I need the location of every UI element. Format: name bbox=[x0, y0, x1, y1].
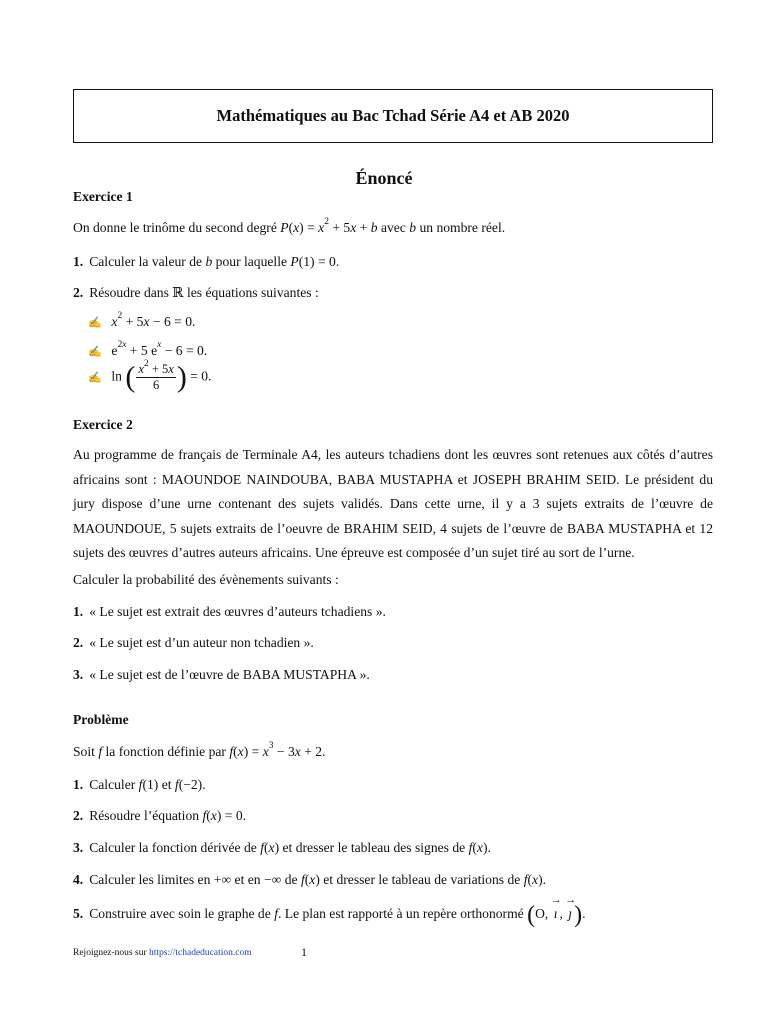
probleme-heading: Problème bbox=[73, 712, 129, 727]
exercise2-item-2: 2. « Le sujet est d’un auteur non tchadien ». bbox=[73, 635, 314, 650]
fraction: $\frac{x^2 + 5x}{6}$ bbox=[138, 358, 174, 392]
probleme-question-5: 5. Construire avec soin le graphe de f. Le plan est rapporté à un repère orthonormé (O, → ı , → ȷ). bbox=[73, 903, 585, 927]
exercise2-paragraph: Au programme de français de Terminale A4, les auteurs tchadiens dont les œuvres sont retenues aux côtés d’autres africains sont : MAOUNDOE NAINDOUBA, BABA MUSTAPHA et JOSEPH BRAHIM SEID. Le président du jury dispose d’une urne contenant des sujets validés. Dans cette urne, il y a 3 sujets extraits de l’œuvre de MAOUNDOUE, 5 sujets extraits de l’oeuvre de BRAHIM SEID, 4 sujets de l’œuvre de BABA MUSTAPHA et 12 sujets des œuvres d’autres auteurs africains. Une épreuve est composée d’un sujet tiré au sort de l’urne. bbox=[73, 447, 713, 561]
pen-icon: ✍ bbox=[88, 346, 102, 358]
footer: Rejoignez-nous sur https://tchadeducation.com bbox=[73, 948, 252, 958]
exercise2-item-1: 1. « Le sujet est extrait des œuvres d’auteurs tchadiens ». bbox=[73, 604, 386, 619]
equation-3: ✍ ln ( $\frac{x^2 + 5x}{6}$ ) = 0. bbox=[88, 358, 212, 394]
exercise1-heading: Exercice 1 bbox=[73, 189, 133, 204]
probleme-question-1: 1. Calculer f(1) et f(−2). bbox=[73, 777, 206, 792]
exercise2-item-3: 3. « Le sujet est de l’œuvre de BABA MUSTAPHA ». bbox=[73, 667, 370, 682]
exercise1-intro: On donne le trinôme du second degré $P(x) = x^2 + 5x + b$ avec b un nombre réel. bbox=[73, 217, 506, 235]
equation-1: ✍ $x^2 + 5x - 6 = 0$. bbox=[88, 311, 196, 329]
exercise1-question-2: 2. Résoudre dans ℝ les équations suivantes : bbox=[73, 285, 319, 300]
exercise2-instruction: Calculer la probabilité des évènements suivants : bbox=[73, 572, 339, 587]
probleme-intro: Soit f la fonction définie par $f(x) = x^3 - 3x + 2$. bbox=[73, 741, 326, 759]
equation-2: ✍ $e^{2x} + 5$ $e^x - 6 = 0$. bbox=[88, 340, 208, 358]
probleme-question-4: 4. Calculer les limites en +∞ et en −∞ de f(x) et dresser le tableau de variations de f(x). bbox=[73, 872, 546, 887]
pen-icon: ✍ bbox=[88, 317, 102, 329]
document-title-box bbox=[73, 89, 713, 143]
footer-link[interactable]: https://tchadeducation.com bbox=[149, 948, 252, 958]
exercise1-question-1: 1. Calculer la valeur de b pour laquelle P(1) = 0. bbox=[73, 254, 340, 269]
exercise2-heading: Exercice 2 bbox=[73, 417, 133, 432]
enonce-heading: Énoncé bbox=[355, 168, 413, 188]
page-number: 1 bbox=[301, 945, 307, 959]
pen-icon: ✍ bbox=[88, 371, 102, 384]
probleme-question-3: 3. Calculer la fonction dérivée de f(x) et dresser le tableau des signes de f(x). bbox=[73, 840, 491, 855]
probleme-question-2: 2. Résoudre l’équation f(x) = 0. bbox=[73, 808, 247, 823]
document-title: Mathématiques au Bac Tchad Série A4 et AB 2020 bbox=[216, 106, 570, 126]
